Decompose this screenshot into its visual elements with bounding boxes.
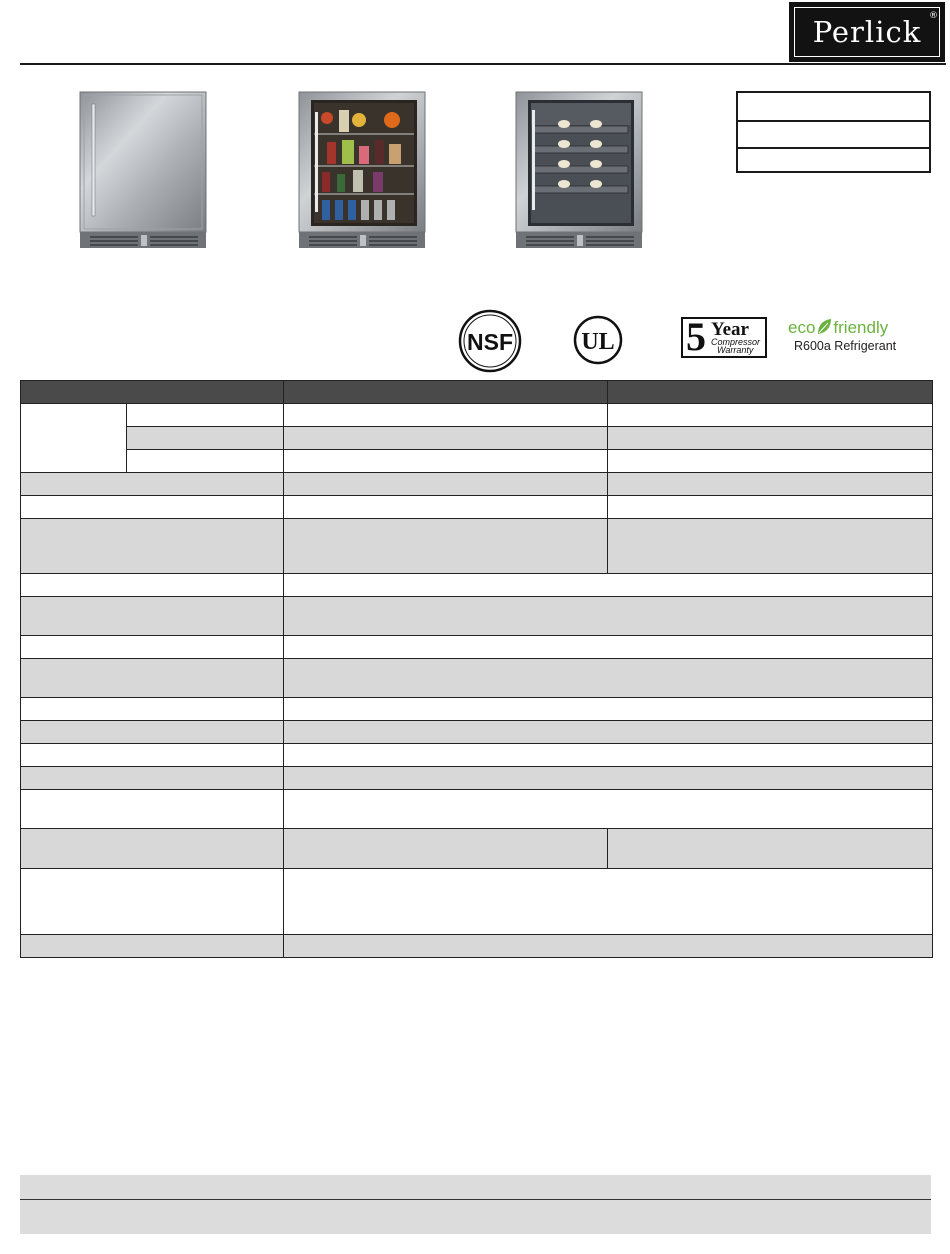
table-cell <box>284 790 933 829</box>
brand-name: Perlick <box>812 14 922 49</box>
table-cell <box>21 698 284 721</box>
table-row <box>21 636 933 659</box>
eco-friendly-badge <box>788 318 908 358</box>
eco-suffix: friendly <box>833 318 889 337</box>
footer-bar-bottom <box>20 1200 931 1234</box>
table-cell <box>608 404 933 427</box>
table-cell <box>284 744 933 767</box>
table-cell <box>284 767 933 790</box>
table-cell <box>284 935 933 958</box>
table-row <box>21 519 933 574</box>
table-cell <box>284 829 608 869</box>
table-cell <box>284 519 608 574</box>
eco-prefix: eco <box>788 318 816 337</box>
table-cell <box>608 473 933 496</box>
header-cell <box>284 381 608 404</box>
table-row <box>21 869 933 935</box>
glass-door-refrigerator-image <box>297 90 427 250</box>
glass-door-wine-reserve-image <box>514 90 644 250</box>
warranty-number: 5 <box>686 314 706 359</box>
table-cell <box>608 829 933 869</box>
warranty-line2: Warranty <box>717 345 754 355</box>
table-cell <box>21 636 284 659</box>
table-cell <box>608 496 933 519</box>
table-row <box>21 698 933 721</box>
table-row <box>21 404 933 427</box>
header-rule <box>20 63 946 65</box>
table-cell <box>21 767 284 790</box>
solid-door-refrigerator-image <box>78 90 208 250</box>
table-cell <box>284 496 608 519</box>
ul-logo <box>572 314 624 366</box>
nsf-text: NSF <box>467 329 513 355</box>
table-row <box>21 829 933 869</box>
specifications-table <box>20 380 933 958</box>
table-cell <box>21 473 284 496</box>
table-row <box>21 767 933 790</box>
warranty-year: Year <box>711 319 749 340</box>
table-cell <box>21 496 284 519</box>
table-row <box>21 659 933 698</box>
table-cell <box>608 450 933 473</box>
table-cell <box>284 869 933 935</box>
nsf-logo <box>458 309 522 373</box>
table-row <box>21 597 933 636</box>
header-cell <box>21 381 284 404</box>
table-cell <box>127 450 284 473</box>
table-cell <box>284 450 608 473</box>
table-row <box>21 935 933 958</box>
table-cell <box>21 744 284 767</box>
header-cell <box>608 381 933 404</box>
table-row <box>21 574 933 597</box>
table-cell <box>608 427 933 450</box>
table-cell <box>21 659 284 698</box>
table-cell <box>127 404 284 427</box>
table-cell <box>21 597 284 636</box>
table-cell <box>21 829 284 869</box>
table-row <box>21 721 933 744</box>
eco-subtitle: R600a Refrigerant <box>794 339 897 353</box>
table-cell <box>127 427 284 450</box>
group-cell <box>21 404 127 473</box>
table-cell <box>21 574 284 597</box>
table-row <box>21 744 933 767</box>
table-cell <box>21 519 284 574</box>
table-cell <box>284 427 608 450</box>
table-cell <box>21 869 284 935</box>
ul-text: UL <box>581 329 615 355</box>
table-row <box>21 496 933 519</box>
table-cell <box>284 597 933 636</box>
table-row <box>21 450 933 473</box>
table-row <box>21 427 933 450</box>
perlick-logo <box>789 2 945 62</box>
table-header-row <box>21 381 933 404</box>
table-cell <box>608 519 933 574</box>
table-cell <box>284 721 933 744</box>
warranty-line1: Compressor <box>711 337 761 347</box>
table-cell <box>21 935 284 958</box>
registered-mark: ® <box>929 11 938 21</box>
table-cell <box>284 636 933 659</box>
model-info-box <box>736 91 931 173</box>
footer-bar-top <box>20 1175 931 1199</box>
table-cell <box>21 721 284 744</box>
table-row <box>21 790 933 829</box>
table-cell <box>284 574 933 597</box>
leaf-icon <box>816 318 832 336</box>
table-cell <box>21 790 284 829</box>
table-cell <box>284 404 608 427</box>
warranty-badge <box>681 314 767 359</box>
table-row <box>21 473 933 496</box>
table-cell <box>284 659 933 698</box>
table-cell <box>284 473 608 496</box>
table-cell <box>284 698 933 721</box>
